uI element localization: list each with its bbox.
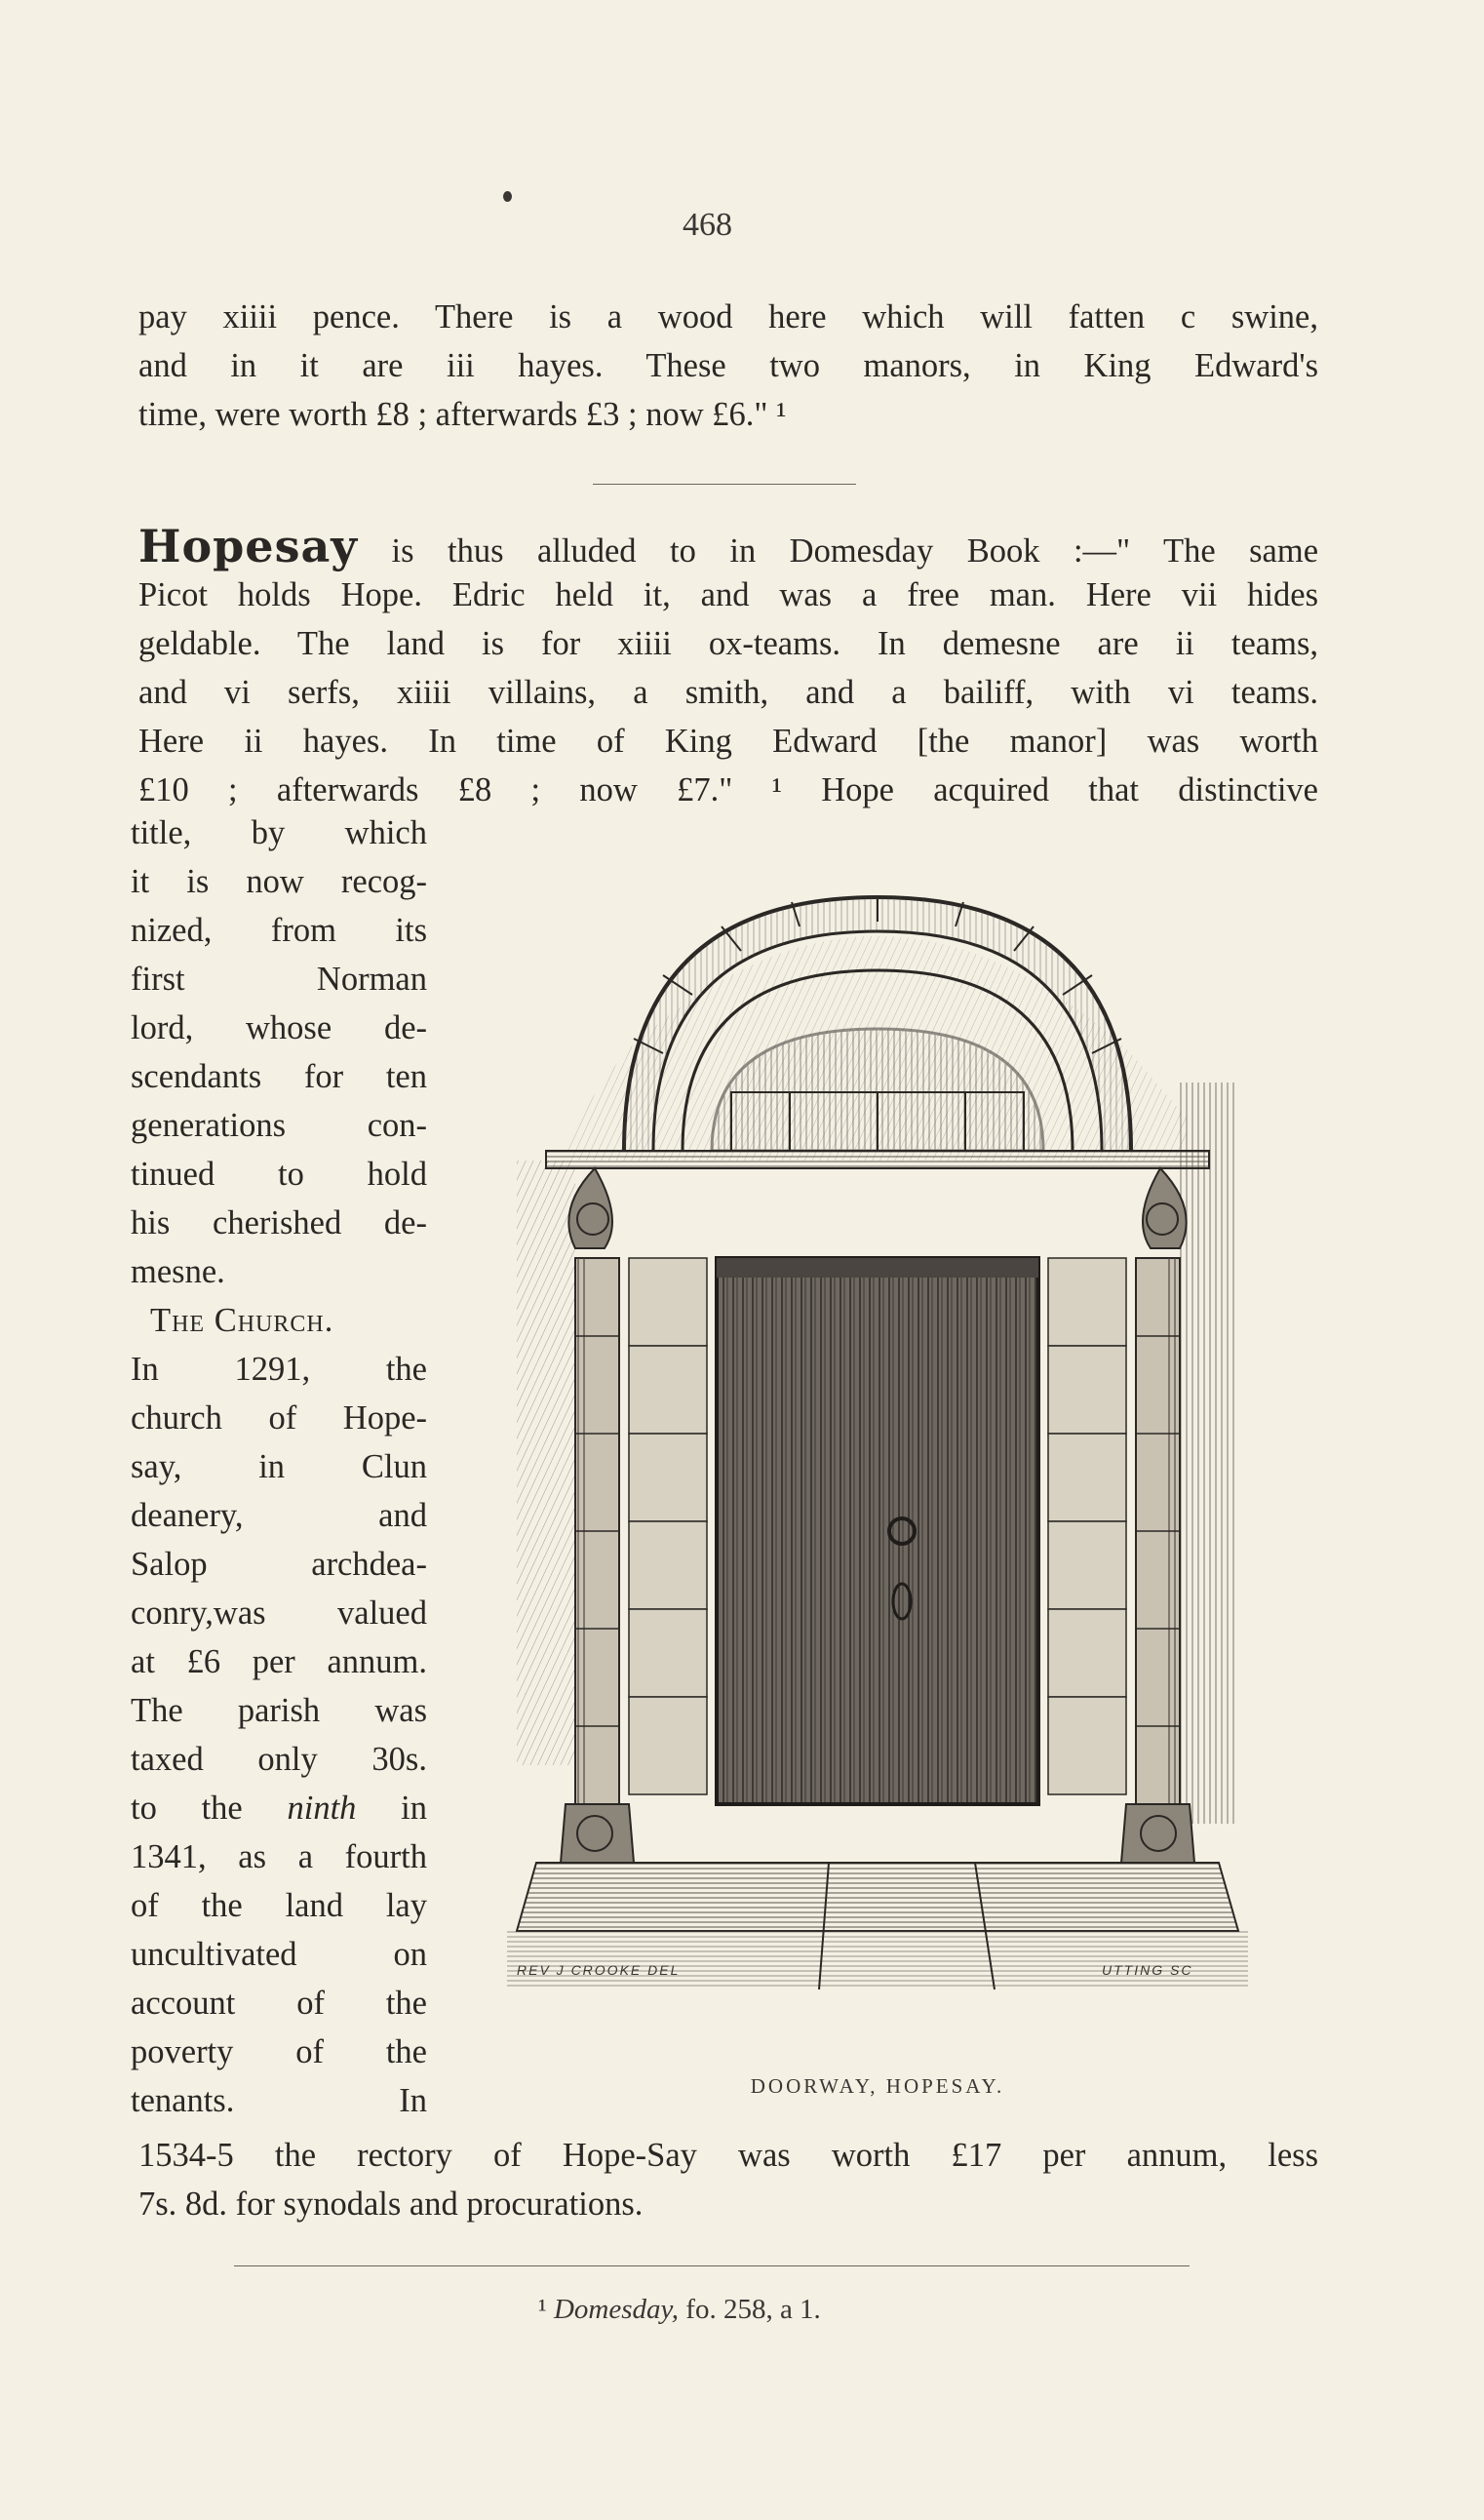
column-line: tinued to hold bbox=[131, 1156, 427, 1193]
doorway-illustration bbox=[507, 829, 1248, 2038]
illustration-caption: DOORWAY, HOPESAY. bbox=[750, 2074, 1005, 2098]
body-line: £10 ; afterwards £8 ; now £7." ¹ Hope acquired that distinctive bbox=[138, 771, 1318, 808]
body-line: time, were worth £8 ; afterwards £3 ; now £6." ¹ bbox=[138, 396, 787, 433]
column-line bbox=[131, 1790, 427, 1828]
footnote bbox=[538, 2294, 1026, 2326]
column-line: say, in Clun bbox=[131, 1448, 427, 1485]
column-line: tenants. In bbox=[131, 2082, 427, 2119]
hopesay-first-line-text: is thus alluded to in Domesday Book :—" The same bbox=[391, 532, 1319, 570]
footnote-ref: fo. 258, a 1. bbox=[685, 2294, 821, 2325]
column-line: uncultivated on bbox=[131, 1936, 427, 1973]
column-line: lord, whose de- bbox=[131, 1009, 427, 1046]
body-line: pay xiiii pence. There is a wood here which will fatten c swine, bbox=[138, 298, 1318, 335]
engraver-signature-left: REV J CROOKE DEL bbox=[517, 1962, 681, 1978]
body-line: Here ii hayes. In time of King Edward [the manor] was worth bbox=[138, 723, 1318, 760]
body-line: geldable. The land is for xiiii ox-teams. In demesne are ii teams, bbox=[138, 625, 1318, 662]
column-line: conry,was valued bbox=[131, 1595, 427, 1632]
ink-dot bbox=[503, 191, 512, 202]
column-line: account of the bbox=[131, 1985, 427, 2022]
column-line: first Norman bbox=[131, 961, 427, 998]
column-line: taxed only 30s. bbox=[131, 1741, 427, 1778]
hopesay-heading: Hopesay bbox=[138, 520, 359, 572]
body-line: Picot holds Hope. Edric held it, and was a free man. Here vii hides bbox=[138, 576, 1318, 613]
engraver-signature-right: UTTING SC bbox=[1102, 1962, 1193, 1978]
impost bbox=[546, 1151, 1209, 1168]
column-line: of the land lay bbox=[131, 1887, 427, 1924]
column-line: deanery, and bbox=[131, 1497, 427, 1534]
column-line: mesne. bbox=[131, 1253, 225, 1290]
footnote-rule bbox=[234, 2265, 1190, 2266]
column-line: Salop archdea- bbox=[131, 1546, 427, 1583]
section-rule bbox=[593, 484, 856, 485]
hopesay-first-line bbox=[138, 522, 1318, 575]
column-line: The parish was bbox=[131, 1692, 427, 1729]
wooden-door bbox=[717, 1258, 1038, 1804]
emphasis-ninth: ninth bbox=[287, 1790, 357, 1827]
column-line: scendants for ten bbox=[131, 1058, 427, 1095]
column-line: at £6 per annum. bbox=[131, 1643, 427, 1680]
column-line: title, by which bbox=[131, 814, 427, 851]
column-line: church of Hope- bbox=[131, 1399, 427, 1437]
page-number: 468 bbox=[683, 207, 732, 243]
body-line: 1534-5 the rectory of Hope-Say was worth £17 per annum, less bbox=[138, 2137, 1318, 2174]
column-line: his cherished de- bbox=[131, 1204, 427, 1241]
body-line: and vi serfs, xiiii villains, a smith, and a bailiff, with vi teams. bbox=[138, 674, 1318, 711]
column-line-text: to the bbox=[131, 1790, 243, 1827]
column-line: generations con- bbox=[131, 1107, 427, 1144]
footnote-source: Domesday, bbox=[553, 2294, 680, 2325]
column-line-text: in bbox=[401, 1790, 427, 1827]
column-line: In 1291, the bbox=[131, 1351, 427, 1388]
footnote-mark: ¹ bbox=[538, 2294, 547, 2325]
church-heading: The Church. bbox=[150, 1302, 334, 1339]
column-line: 1341, as a fourth bbox=[131, 1838, 427, 1875]
column-line: nized, from its bbox=[131, 912, 427, 949]
body-line: 7s. 8d. for synodals and procurations. bbox=[138, 2185, 644, 2223]
column-line: poverty of the bbox=[131, 2033, 427, 2070]
body-line: and in it are iii hayes. These two manors, in King Edward's bbox=[138, 347, 1318, 384]
column-line: it is now recog- bbox=[131, 863, 427, 900]
